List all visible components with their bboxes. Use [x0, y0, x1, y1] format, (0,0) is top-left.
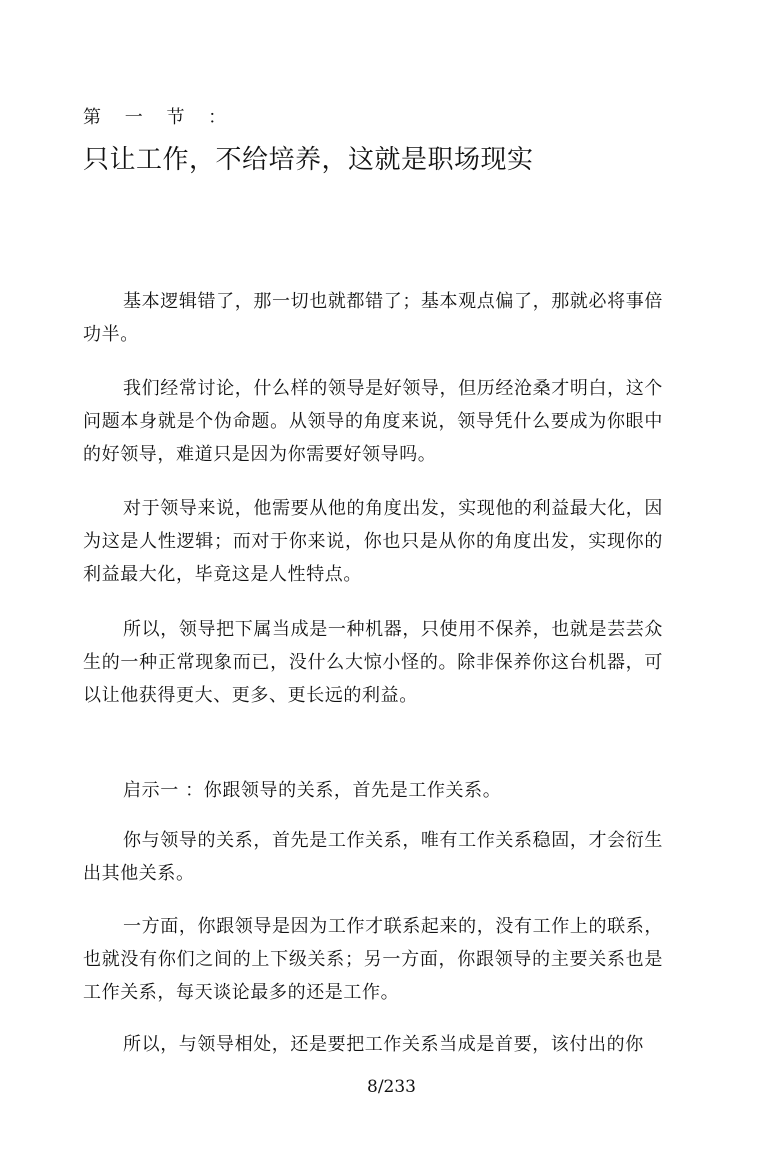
paragraph-3: 对于领导来说，他需要从他的角度出发，实现他的利益最大化，因为这是人性逻辑；而对于你来说，你也只是从你的角度出发，实现你的利益最大化，毕竟这是人性特点。 — [83, 498, 663, 585]
page-number: 8/233 — [367, 1077, 416, 1097]
paragraph-6: 一方面，你跟领导是因为工作才联系起来的，没有工作上的联系，也就没有你们之间的上下级关系；另一方面，你跟领导的主要关系也是工作关系，每天谈论最多的还是工作。 — [83, 916, 663, 1003]
paragraph-5: 你与领导的关系，首先是工作关系，唯有工作关系稳固，才会衍生出其他关系。 — [83, 830, 663, 884]
paragraph-7: 所以，与领导相处，还是要把工作关系当成是首要，该付出的你 — [123, 1034, 644, 1055]
paragraph-1: 基本逻辑错了，那一切也就都错了；基本观点偏了，那就必将事倍功半。 — [83, 291, 663, 345]
section-label: 第 一 节 ： — [83, 107, 236, 128]
paragraph-2: 我们经常讨论，什么样的领导是好领导，但历经沧桑才明白，这个问题本身就是个伪命题。从领导的角度来说，领导凭什么要成为你眼中的好领导，难道只是因为你需要好领导吗。 — [83, 378, 663, 465]
insight-heading: 启示一 ：你跟领导的关系，首先是工作关系。 — [123, 780, 502, 801]
paragraph-4: 所以，领导把下属当成是一种机器，只使用不保养，也就是芸芸众生的一种正常现象而已，没什么大惊小怪的。除非保养你这台机器，可以让他获得更大、更多、更长远的利益。 — [83, 619, 663, 706]
section-title: 只让工作，不给培养，这就是职场现实 — [83, 145, 534, 175]
